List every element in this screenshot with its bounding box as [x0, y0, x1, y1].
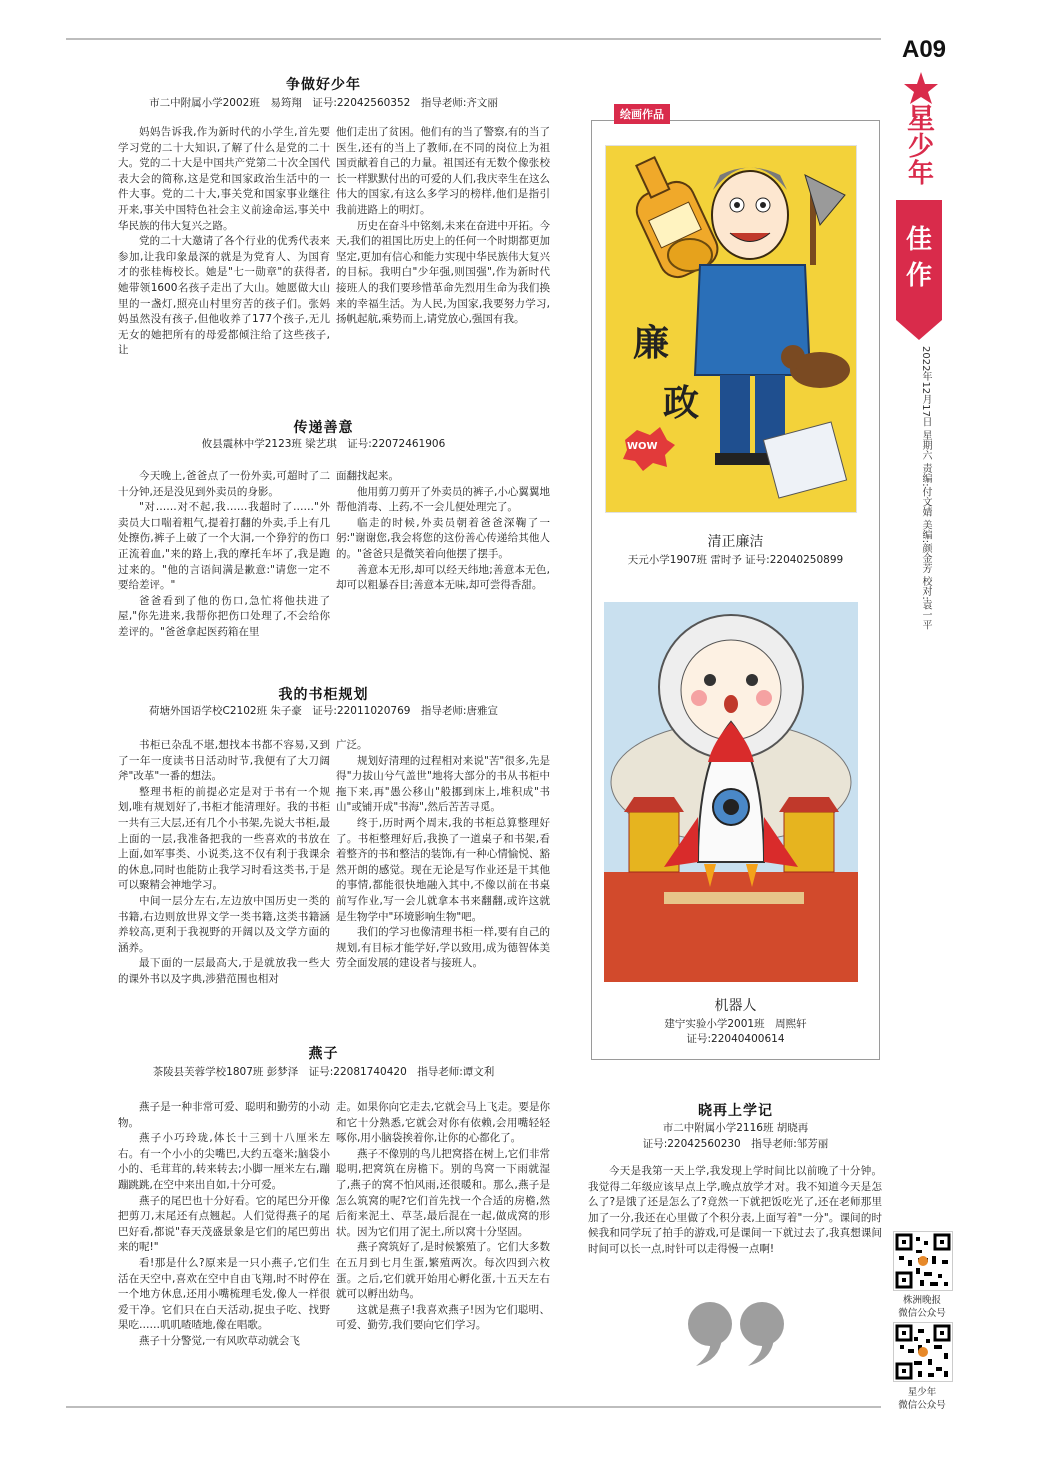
- brand-logo: [893, 70, 949, 190]
- paragraph: 我们的学习也像清理书柜一样,要有自己的规划,有目标才能学好,学以致用,成为德智体美劳全面发展的建设者与接班人。: [336, 926, 550, 970]
- paragraph: 整理书柜的前提必定是对于书有一个规划,唯有规划好了,书柜才能清理好。我的书柜一共有三大层,还有几个小书架,先说大书柜,最上面的一层,我准备把我的一些喜欢的书放在上面,如军事类、小说类,这不仅有利于我课余的休息,同时也能防止我学习时看这类书,于是可以聚精会神地学习。: [118, 785, 330, 892]
- painting-anticorruption: [605, 145, 857, 513]
- qr-label: 微信公众号: [898, 1400, 946, 1411]
- svg-text:少: 少: [907, 132, 935, 162]
- paragraph: 看!那是什么?原来是一只小燕子,它们生活在天空中,喜欢在空中自由飞翔,时不时停在一个地方休息,还用小嘴梳理毛发,像人一样很爱干净。它们只在白天活动,捉虫子吃、找野果吃……叽叽喳喳地,像在唱歌。: [118, 1256, 330, 1332]
- article-column: [118, 469, 330, 641]
- qr-code-icon: [893, 1231, 953, 1291]
- paragraph: 燕子不像别的鸟儿把窝搭在树上,它们非常聪明,把窝筑在房檐下。别的鸟窝一下雨就湿了,燕子的窝不怕风雨,还很暖和。那么,燕子是怎么筑窝的呢?它们首先找一个合适的房檐,然后衔来泥土、草茎,最后混在一起,做成窝的形状。因为它们用了泥土,所以窝十分坚固。: [336, 1147, 550, 1238]
- paragraph: 爸爸看到了他的伤口,急忙将他扶进了屋,"你先进来,我帮你把伤口处理了,不会给你差评的。"爸爸拿起医药箱在里: [118, 594, 330, 638]
- paragraph: 终于,历时两个周末,我的书柜总算整理好了。书柜整理好后,我换了一道桌子和书架,看着整齐的书和整洁的装饰,有一种心情愉悦、豁然开朗的感觉。现在无论是写作业还是干其他的事情,都能很快地融入其中,不像以前在书桌前写作业,写一会儿就拿本书来翻翻,或许这就是生物学中"环境影响生物"吧。: [336, 816, 550, 923]
- article-column: [588, 1164, 882, 1258]
- painting-title: 清正廉洁: [707, 534, 764, 550]
- article-column: [118, 738, 330, 988]
- bottom-rule: [66, 1406, 881, 1408]
- article-title: 传递善意: [293, 420, 354, 436]
- paragraph: 临走的时候,外卖员朝着爸爸深鞠了一躬:"谢谢您,我会将您的这份善心传递给其他人的。"爸爸只是微笑着向他摆了摆手。: [336, 516, 550, 560]
- svg-text:星: 星: [906, 102, 936, 135]
- section-banner: [896, 200, 942, 340]
- svg-text:年: 年: [907, 159, 935, 189]
- paragraph: 燕子十分警觉,一有风吹草动就会飞: [139, 1334, 300, 1347]
- article-column: [118, 1100, 330, 1350]
- article-byline: 荷塘外国语学校C2102班 朱子豪 证号:22011020769 指导老师:唐雅宣: [149, 705, 498, 717]
- article-column: [336, 469, 550, 594]
- painting-credit: 天元小学1907班 雷时予 证号:22040250899: [627, 554, 844, 566]
- quote-marks-icon: [682, 1298, 792, 1368]
- qr-label: 株洲晚报: [902, 1295, 941, 1306]
- paragraph: 他们走出了贫困。他们有的当了警察,有的当了医生,还有的当上了教师,在不同的岗位上为祖国贡献着自己的力量。祖国还有无数个像张校长一样默默付出的可爱的人们,我庆幸生在这么伟大的国家,有这么多学习的榜样,他们是指引我前进路上的明灯。: [336, 126, 550, 216]
- art-text-lian: 廉: [633, 322, 670, 364]
- paragraph: 燕子小巧玲珑,体长十三到十八厘米左右。有一个小小的尖嘴巴,大约五毫米;脑袋小小的、毛茸茸的,转来转去;小脚一厘米左右,蹦蹦跳跳,在空中来出自如,十分可爱。: [118, 1132, 330, 1191]
- painting-title: 机器人: [714, 998, 757, 1014]
- article-title: 燕子: [308, 1046, 339, 1062]
- qr-code-icon: [893, 1322, 953, 1382]
- paragraph: 燕子是一种非常可爱、聪明和勤劳的小动物。: [118, 1101, 330, 1129]
- paragraph: 书柜已杂乱不堪,想找本书都不容易,又到了一年一度读书日活动时节,我便有了大刀阔斧"改革"一番的想法。: [118, 739, 330, 783]
- painting-credit-id: 证号:22040400614: [686, 1033, 785, 1045]
- art-text-wow: WOW: [627, 441, 658, 452]
- article-column: [118, 125, 330, 359]
- paragraph: 面翻找起来。: [336, 470, 399, 482]
- article-byline: 茶陵县芙蓉学校1807班 彭梦泽 证号:22081740420 指导老师:谭文利: [152, 1066, 495, 1078]
- paragraph: "对……对不起,我……我超时了……"外卖员大口喘着粗气,提着打翻的外卖,手上有几处擦伤,裤子上破了一个大洞,一个狰狞的伤口正流着血,"来的路上,我的摩托车坏了,我是跑过来的。"他的言语间满是歉意:"请您一定不要给差评。": [118, 501, 330, 592]
- article-title: 我的书柜规划: [278, 687, 369, 703]
- paragraph: 燕子窝筑好了,是时候繁殖了。它们大多数在五月到七月生蛋,繁殖两次。每次四到六枚蛋。之后,它们就开始用心孵化蛋,十五天左右就可以孵出幼鸟。: [336, 1241, 550, 1301]
- paragraph: 这就是燕子!我喜欢燕子!因为它们聪明、可爱、勤劳,我们要向它们学习。: [336, 1303, 550, 1332]
- painting-credit: 建宁实验小学2001班 周熙轩: [664, 1018, 807, 1030]
- paragraph: 党的二十大邀请了各个行业的优秀代表来参加,让我印象最深的就是为党育人、为国育才的张桂梅校长。她是"七一勋章"的获得者,她带领1600名孩子走出了大山。她愿做大山里的一盏灯,照亮山村里穷苦的孩子们。张妈妈虽然没有孩子,但他收养了177个孩子,无儿无女的她把所有的母爱都倾注给了这些孩子,让: [118, 235, 330, 357]
- paragraph: 广泛。: [336, 739, 368, 751]
- section-title: 佳作: [905, 225, 932, 291]
- paragraph: 妈妈告诉我,作为新时代的小学生,首先要学习党的二十大知识,了解了什么是党的二十大。党的二十大是中国共产党第二十次全国代表大会的简称,这是党和国家政治生活中的一件大事。党的二十大,事关党和国家事业继往开来,事关中国特色社会主义前途命运,事关中华民族的伟大复兴之路。: [118, 126, 330, 232]
- paragraph: 中间一层分左右,左边放中国历史一类的书籍,右边则放世界文学一类书籍,这类书籍涵养较高,更利于我视野的开阔以及文学方面的涵养。: [118, 894, 330, 954]
- paragraph: 燕子的尾巴也十分好看。它的尾巴分开像把剪刀,末尾还有点翘起。人们觉得燕子的尾巴好看,都说"春天茂盛景象是它们的尾巴剪出来的呢!": [118, 1194, 330, 1254]
- page-number: A09: [902, 36, 947, 63]
- paragraph: 走。如果你向它走去,它就会马上飞走。要是你和它十分熟悉,它就会对你有依赖,会用嘴轻轻啄你,用小脑袋挨着你,让你的心都化了。: [336, 1101, 550, 1145]
- qr-label: 微信公众号: [898, 1308, 946, 1319]
- article-byline: 市二中附属小学2116班 胡晓再: [662, 1122, 809, 1134]
- qr-label: 星少年: [907, 1387, 937, 1398]
- article-byline: 攸县震林中学2123班 梁艺琪 证号:22072461906: [201, 438, 446, 450]
- article-column: [336, 1100, 550, 1334]
- paragraph: 历史在奋斗中铭刻,未来在奋进中开拓。今天,我们的祖国比历史上的任何一个时期都更加坚定,更加有信心和能力实现中华民族伟大复兴的目标。我明白"少年强,则国强",作为新时代接班人的我们要珍惜革命先烈用生命为我们换来的幸福生活。为人民,为国家,我要努力学习,扬帆起航,乘势而上,请党放心,强国有我。: [336, 219, 550, 326]
- art-text-zheng: 政: [663, 382, 700, 424]
- article-byline-id: 证号:22042560230 指导老师:邹芳丽: [642, 1138, 829, 1150]
- paragraph: 今天晚上,爸爸点了一份外卖,可超时了二十分钟,还是没见到外卖员的身影。: [118, 470, 330, 498]
- paragraph: 规划好清理的过程相对来说"苦"很多,先是得"力拔山兮气盖世"地将大部分的书从书柜中拖下来,再"愚公移山"般挪到床上,堆积成"书山"或铺开成"书海",然后苦苦寻觅。: [336, 754, 550, 814]
- paintings-tag: 绘画作品: [614, 104, 670, 124]
- paragraph: 今天是我第一天上学,我发现上学时间比以前晚了十分钟。我觉得二年级应该早点上学,晚点放学才对。我不知道今天是怎么了?是饿了还是怎么了?竟然一下就把饭吃光了,还在老师那里加了一分,我还在心里做了个积分表,上面写着"一分"。课间的时候我和同学玩了拍手的游戏,可是课间一下就过去了,我真想课间时间可以长一点,时针可以走得慢一点啊!: [588, 1165, 882, 1255]
- paragraph: 他用剪刀剪开了外卖员的裤子,小心翼翼地帮他消毒、上药,不一会儿便处理完了。: [336, 485, 550, 514]
- dateline: 2022年12月17日 星期六 责编:付文婧 美编:颜金芳 校对:袁一平: [920, 346, 931, 630]
- paragraph: 善意本无形,却可以经天纬地;善意本无色,却可以粗暴吞目;善意本无味,却可尝得香甜。: [336, 563, 550, 592]
- article-byline: 市二中附属小学2002班 易筠翔 证号:22042560352 指导老师:齐文丽: [149, 97, 498, 109]
- article-column: [336, 738, 550, 972]
- painting-robot: [604, 602, 858, 982]
- article-column: [336, 125, 550, 328]
- article-title: 争做好少年: [286, 77, 361, 93]
- article-title: 晓再上学记: [698, 1103, 773, 1119]
- paragraph: 最下面的一层最高大,于是就放我一些大的课外书以及字典,涉猎范围也相对: [118, 957, 330, 985]
- top-rule: [66, 38, 881, 40]
